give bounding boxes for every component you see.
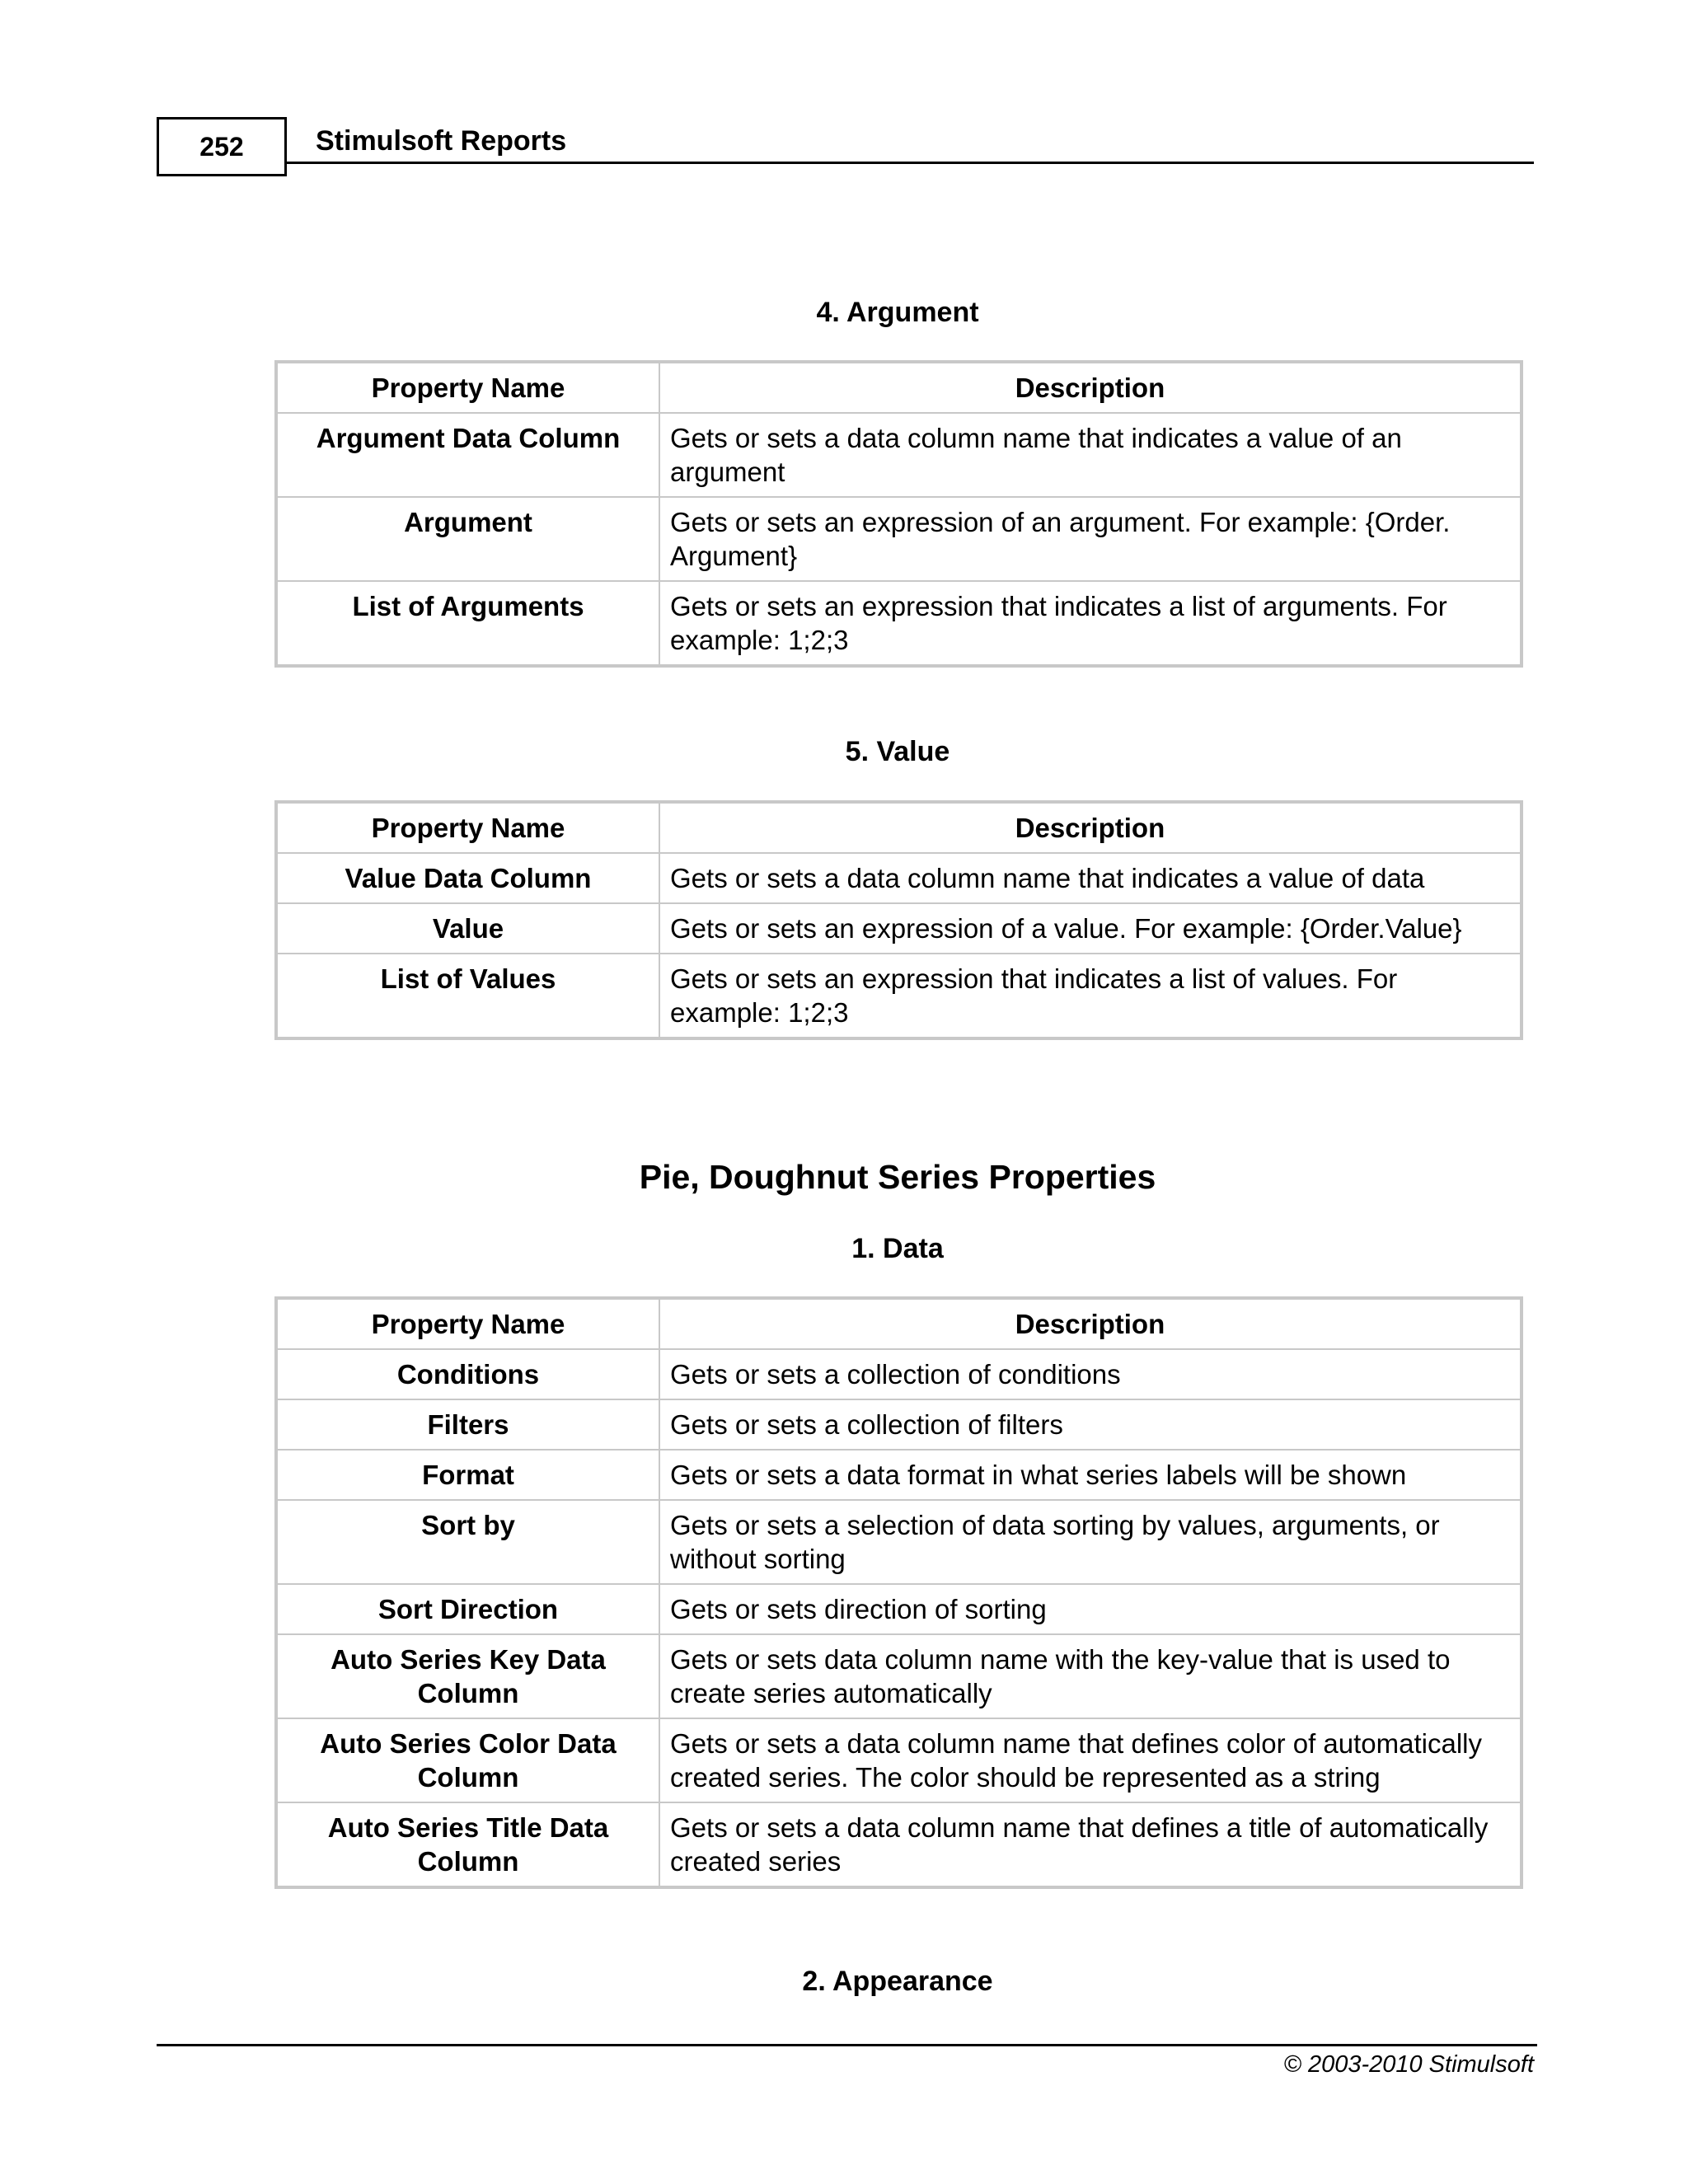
property-description: Gets or sets a collection of filters bbox=[659, 1399, 1522, 1450]
property-name: List of Arguments bbox=[276, 581, 659, 666]
property-description: Gets or sets a data column name that indicates a value of data bbox=[659, 853, 1522, 903]
table-header-row bbox=[276, 802, 1522, 853]
table-header-row bbox=[276, 362, 1522, 413]
property-name: Format bbox=[276, 1450, 659, 1500]
property-name: Auto Series Title Data Column bbox=[276, 1802, 659, 1887]
table-row bbox=[276, 1450, 1522, 1500]
property-name: List of Values bbox=[276, 954, 659, 1038]
argument-table bbox=[274, 360, 1523, 668]
col-header-property-name: Property Name bbox=[276, 362, 659, 413]
property-description: Gets or sets a collection of conditions bbox=[659, 1349, 1522, 1399]
table-row bbox=[276, 1718, 1522, 1802]
chapter-title: Pie, Doughnut Series Properties bbox=[639, 1158, 1156, 1196]
document-title: Stimulsoft Reports bbox=[316, 125, 567, 157]
col-header-description: Description bbox=[659, 362, 1522, 413]
header-rule bbox=[285, 162, 1534, 164]
table-row bbox=[276, 413, 1522, 497]
table-row bbox=[276, 1634, 1522, 1718]
table-row bbox=[276, 903, 1522, 954]
table-row bbox=[276, 1802, 1522, 1887]
property-name: Sort Direction bbox=[276, 1584, 659, 1634]
property-name: Auto Series Color Data Column bbox=[276, 1718, 659, 1802]
table-row bbox=[276, 1500, 1522, 1584]
property-description: Gets or sets direction of sorting bbox=[659, 1584, 1522, 1634]
property-description: Gets or sets an expression that indicates a list of arguments. For example: 1;2;3 bbox=[659, 581, 1522, 666]
col-header-property-name: Property Name bbox=[276, 802, 659, 853]
footer-copyright: © 2003-2010 Stimulsoft bbox=[1283, 2051, 1534, 2078]
table-header-row bbox=[276, 1298, 1522, 1349]
section-title-argument: 4. Argument bbox=[816, 297, 979, 328]
property-name: Argument bbox=[276, 497, 659, 581]
property-description: Gets or sets data column name with the key-value that is used to create series automatically bbox=[659, 1634, 1522, 1718]
section-title-appearance: 2. Appearance bbox=[802, 1966, 993, 1997]
property-description: Gets or sets a data column name that defines a title of automatically created series bbox=[659, 1802, 1522, 1887]
value-table bbox=[274, 800, 1523, 1040]
property-name: Auto Series Key Data Column bbox=[276, 1634, 659, 1718]
col-header-description: Description bbox=[659, 1298, 1522, 1349]
table-row bbox=[276, 497, 1522, 581]
col-header-property-name: Property Name bbox=[276, 1298, 659, 1349]
property-name: Conditions bbox=[276, 1349, 659, 1399]
property-description: Gets or sets a data column name that defines color of automatically created series. The color should be represented as a string bbox=[659, 1718, 1522, 1802]
data-table bbox=[274, 1296, 1523, 1889]
property-description: Gets or sets an expression of a value. For example: {Order.Value} bbox=[659, 903, 1522, 954]
property-name: Value Data Column bbox=[276, 853, 659, 903]
property-name: Argument Data Column bbox=[276, 413, 659, 497]
property-description: Gets or sets an expression that indicates a list of values. For example: 1;2;3 bbox=[659, 954, 1522, 1038]
property-description: Gets or sets a data format in what series labels will be shown bbox=[659, 1450, 1522, 1500]
footer-rule bbox=[157, 2044, 1537, 2046]
table-row bbox=[276, 853, 1522, 903]
property-description: Gets or sets an expression of an argument. For example: {Order. Argument} bbox=[659, 497, 1522, 581]
table-row bbox=[276, 1399, 1522, 1450]
property-name: Sort by bbox=[276, 1500, 659, 1584]
page-number: 252 bbox=[157, 117, 287, 176]
table-row bbox=[276, 581, 1522, 666]
table-row bbox=[276, 1584, 1522, 1634]
section-title-data: 1. Data bbox=[851, 1233, 944, 1264]
property-name: Value bbox=[276, 903, 659, 954]
section-title-value: 5. Value bbox=[845, 736, 950, 767]
col-header-description: Description bbox=[659, 802, 1522, 853]
table-row bbox=[276, 954, 1522, 1038]
property-description: Gets or sets a data column name that indicates a value of an argument bbox=[659, 413, 1522, 497]
property-description: Gets or sets a selection of data sorting by values, arguments, or without sorting bbox=[659, 1500, 1522, 1584]
table-row bbox=[276, 1349, 1522, 1399]
property-name: Filters bbox=[276, 1399, 659, 1450]
